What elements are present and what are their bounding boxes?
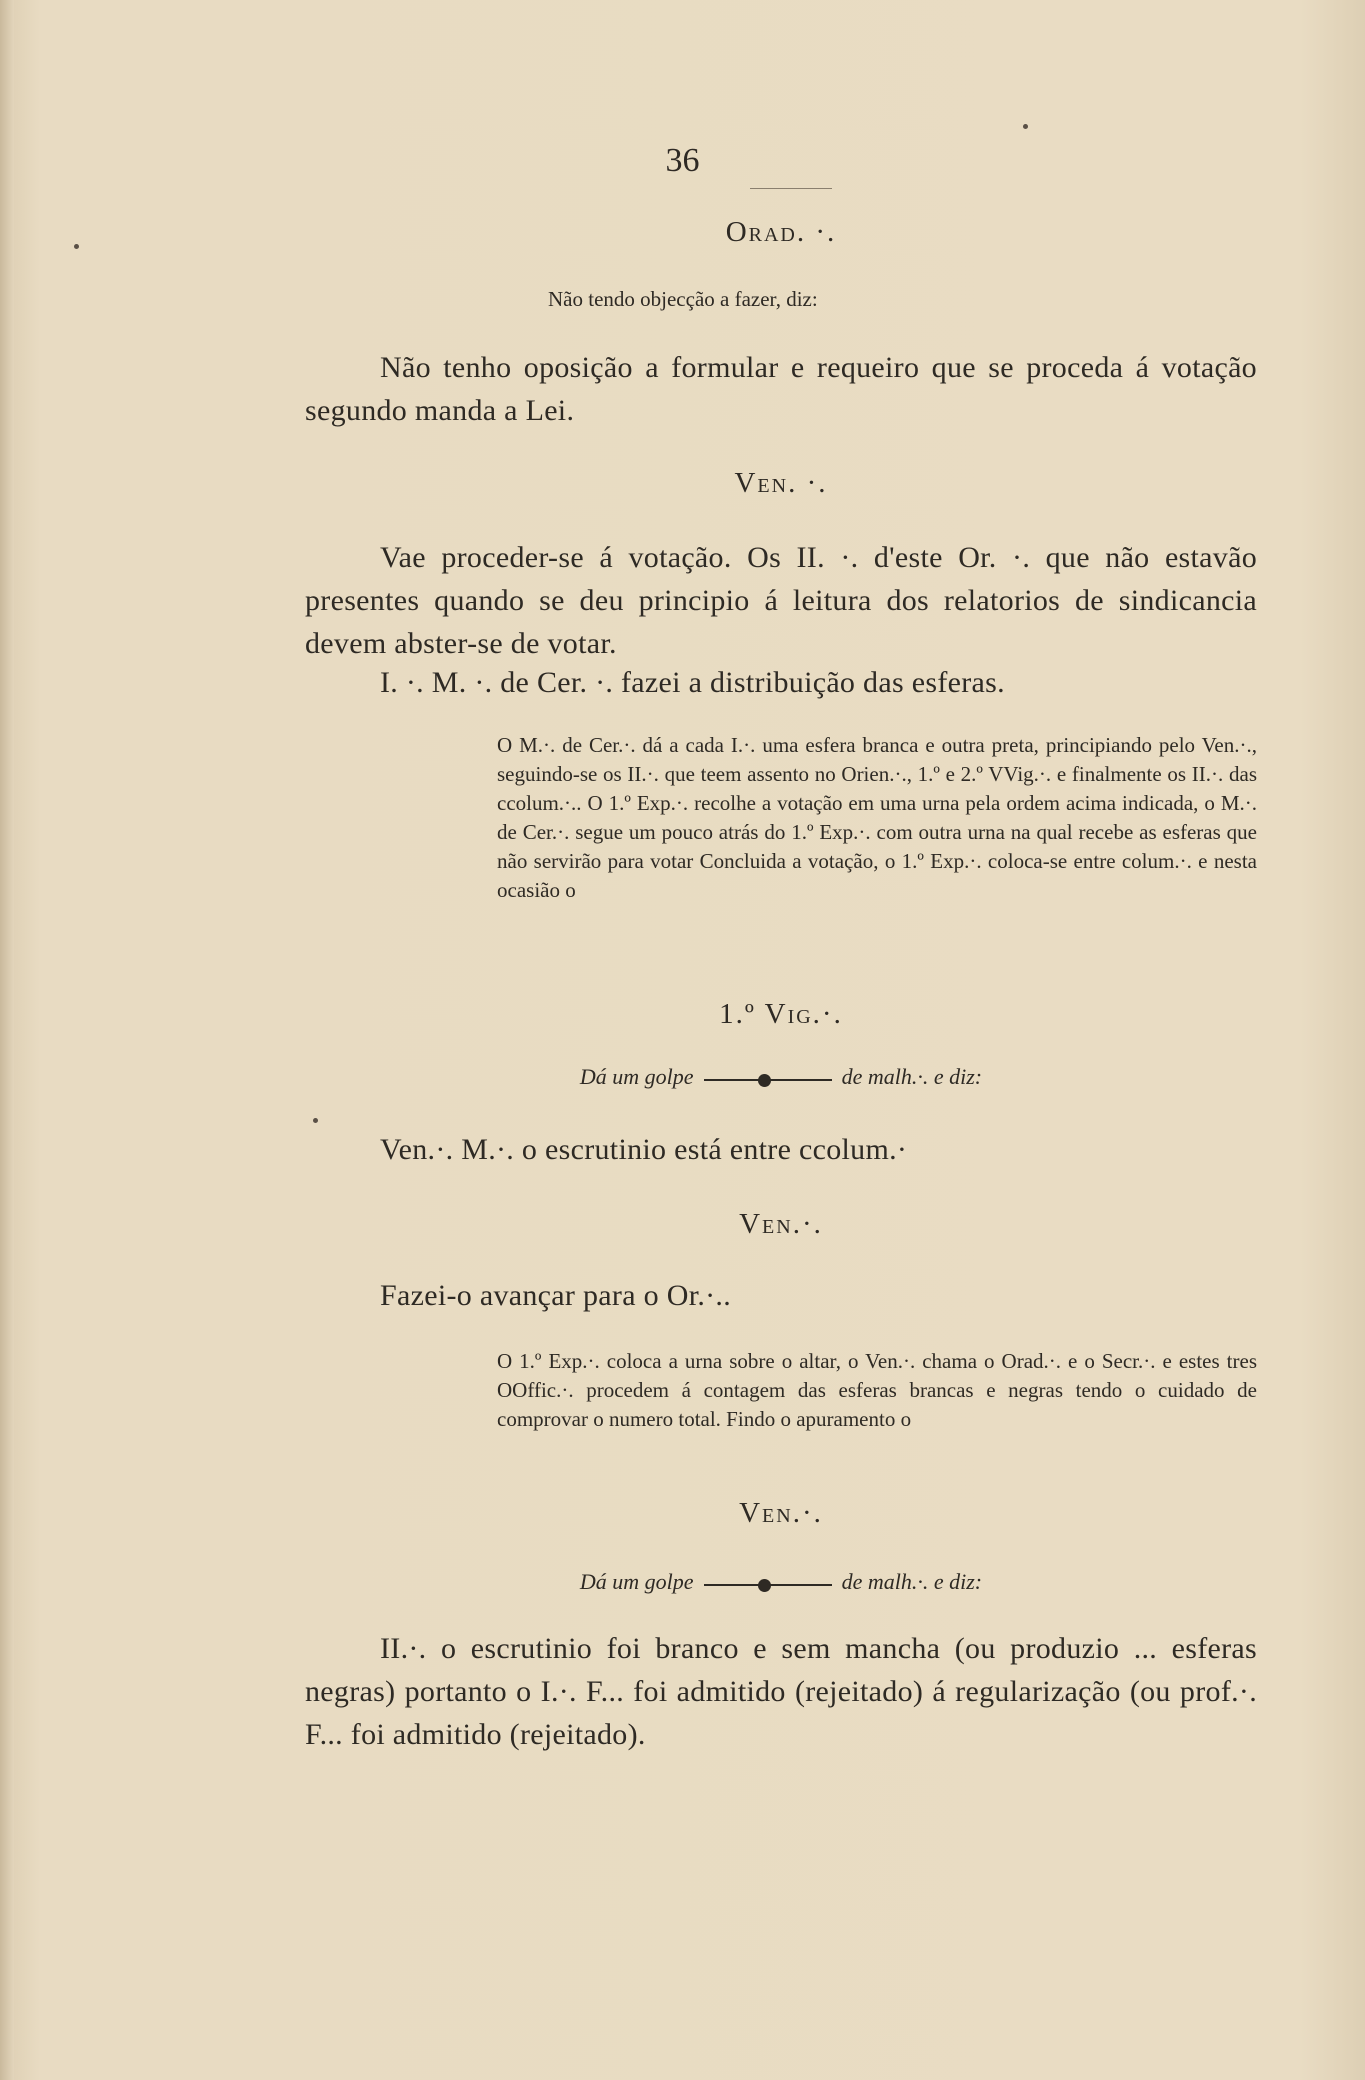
stage-direction-votacao: O M.·. de Cer.·. dá a cada I.·. uma esfera branca e outra preta, principiando pelo Ven.·., seguindo-se os II.·. que teem assento no Orien.·., 1.º e 2.º VVig.·. e finalmente os II.·. das ccolum.·.. O 1.º Exp.·. recolhe a votação em uma urna pela ordem acima indicada, o M.·. de Cer.·. segue um pouco atrás do 1.º Exp.·. com outra urna na qual recebe as esferas que não servirão para votar Concluida a votação, o 1.º Exp.·. coloca-se entre colum.·. e nesta ocasião o: [497, 733, 1257, 902]
speech-veneravel-final: II.·. o escrutinio foi branco e sem mancha (ou produzio ... esferas negras) portanto o I.·. F... foi admitido (rejeitado) á regularização (ou prof.·. F... foi admitido (rejeitado).: [305, 1632, 1257, 1751]
mallet-icon: [704, 1578, 832, 1592]
page-number: 36: [665, 142, 700, 179]
stage-direction-contagem: O 1.º Exp.·. coloca a urna sobre o altar, o Ven.·. chama o Orad.·. e o Secr.·. e estes tres OOffic.·. procedem á contagem das esferas brancas e negras tendo o cuidado de comprovar o numero total. Findo o apuramento o: [497, 1349, 1257, 1431]
speech-orador: Não tenho oposição a formular e requeiro que se proceda á votação segundo manda a Lei.: [305, 351, 1257, 427]
gesture-text: de malh.·. e diz:: [841, 1569, 983, 1594]
gesture-line: [305, 1569, 1257, 1595]
speech-veneravel-2: I. ·. M. ·. de Cer. ·. fazei a distribuição das esferas.: [380, 666, 1005, 699]
gesture-text: Dá um golpe: [579, 1569, 694, 1594]
speaker-veneravel: Ven.·.: [739, 1497, 823, 1529]
page-number-rule: [750, 188, 832, 189]
gesture-line: [305, 1064, 1257, 1090]
speech-veneravel: Fazei-o avançar para o Or.·..: [380, 1279, 732, 1312]
stage-direction: Não tendo objecção a fazer, diz:: [548, 287, 818, 311]
speaker-vigilante: 1.º Vig.·.: [719, 998, 843, 1030]
speaker-veneravel: Ven.·.: [739, 1208, 823, 1240]
gesture-text: de malh.·. e diz:: [841, 1064, 983, 1089]
speaker-veneravel: Ven. ·.: [734, 467, 828, 499]
gesture-text: Dá um golpe: [579, 1064, 694, 1089]
ink-speck: [313, 1118, 318, 1123]
ink-speck: [74, 244, 79, 249]
mallet-icon: [704, 1073, 832, 1087]
ink-speck: [1023, 124, 1028, 129]
speaker-orador: Orad. ·.: [725, 216, 837, 248]
page-edge-shadow: [0, 0, 14, 2080]
speech-vigilante: Ven.·. M.·. o escrutinio está entre ccolum.·: [380, 1133, 908, 1166]
speech-veneravel: Vae proceder-se á votação. Os II. ·. d'este Or. ·. que não estavão presentes quando se deu principio á leitura dos relatorios de sindicancia devem abster-se de votar.: [305, 541, 1257, 660]
